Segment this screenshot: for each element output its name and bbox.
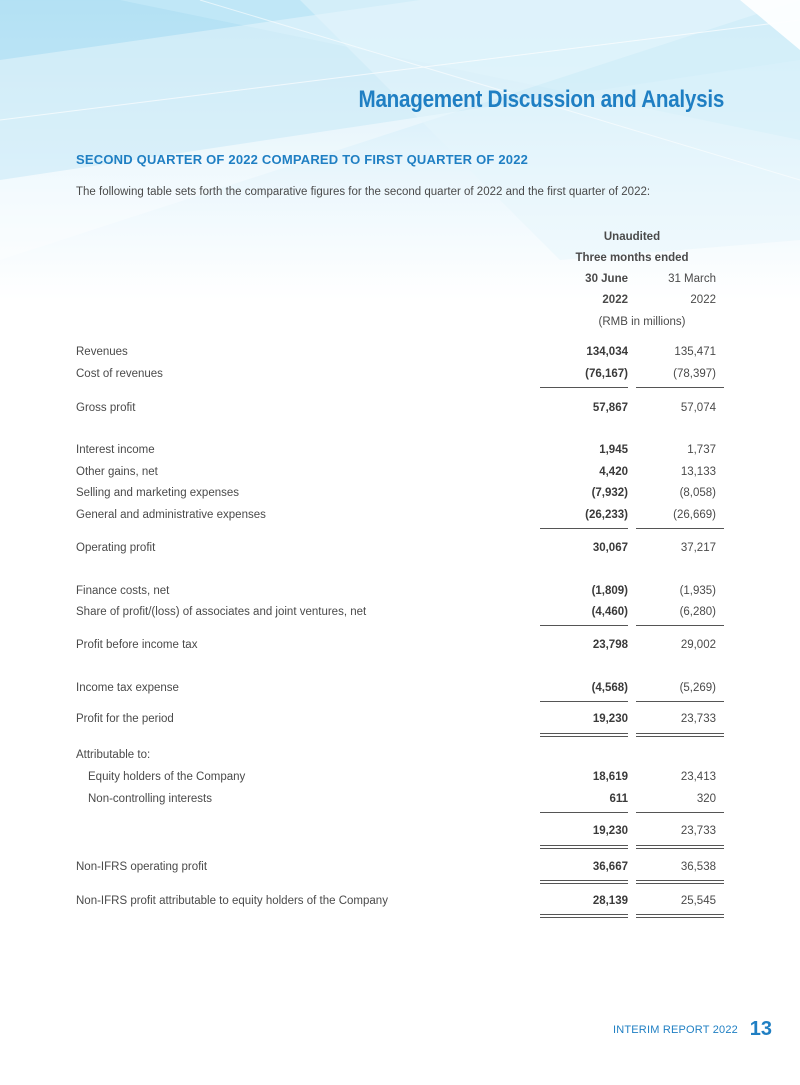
row-label: Cost of revenues [76,368,163,380]
total-rule [540,914,628,915]
table-row [76,771,724,787]
row-label: Profit for the period [76,713,174,725]
row-label: Interest income [76,444,155,456]
row-value-q2: 36,667 [592,861,628,873]
row-value-q1: (1,935) [679,585,716,597]
row-value-q1: 57,074 [680,402,716,414]
total-rule [636,917,724,918]
table-row [76,487,724,503]
row-label: Selling and marketing expenses [76,487,240,499]
row-value-q1: 23,413 [680,771,716,783]
row-value-q2: (7,932) [591,487,628,499]
row-value-q2: 1,945 [599,444,628,456]
row-label: Finance costs, net [76,585,170,597]
row-value-q1: 1,737 [687,444,716,456]
table-row [76,585,724,601]
subtotal-rule [540,625,628,626]
row-value-q2: (4,460) [591,606,628,618]
row-label: Revenues [76,346,128,358]
total-rule [540,917,628,918]
row-value-q2: (76,167) [585,368,628,380]
col2-date-header: 31 March [668,273,716,285]
row-label: Gross profit [76,402,136,414]
table-row [76,682,724,698]
row-value-q2: 18,619 [592,771,628,783]
table-row [76,368,724,384]
total-rule [540,880,628,881]
unit-header: (RMB in millions) [598,316,686,328]
table-row [76,713,724,729]
row-value-q1: (6,280) [679,606,716,618]
row-label: Equity holders of the Company [88,771,246,783]
row-value-q2: 19,230 [592,825,628,837]
row-value-q2: 30,067 [592,542,628,554]
row-value-q2: (4,568) [591,682,628,694]
row-value-q2: 23,798 [592,639,628,651]
table-row [76,825,724,841]
row-value-q1: 36,538 [680,861,716,873]
row-value-q2: (1,809) [591,585,628,597]
row-label: Operating profit [76,542,156,554]
total-rule [636,880,724,881]
row-value-q1: 37,217 [680,542,716,554]
intro-text: The following table sets forth the comparative figures for the second quarter of 2022 and the first quarter of 2022: [76,186,651,198]
row-label: General and administrative expenses [76,509,266,521]
table-row [76,749,724,765]
row-value-q2: 4,420 [599,466,628,478]
row-label: Share of profit/(loss) of associates and joint ventures, net [76,606,367,618]
row-label: Profit before income tax [76,639,198,651]
row-value-q1: (78,397) [673,368,716,380]
subtotal-rule [540,812,628,813]
row-value-q2: 19,230 [592,713,628,725]
table-row [76,402,724,418]
table-row [76,793,724,809]
subtotal-rule [636,625,724,626]
subtotal-rule [540,387,628,388]
row-value-q1: 25,545 [680,895,716,907]
table-row [76,639,724,655]
report-name: INTERIM REPORT 2022 [612,1024,738,1036]
table-row [76,466,724,482]
row-label: Attributable to: [76,749,151,761]
total-rule [540,736,628,737]
row-value-q2: 57,867 [592,402,628,414]
total-rule [540,848,628,849]
total-rule [636,848,724,849]
row-value-q1: 135,471 [674,346,716,358]
table-row [76,346,724,362]
subtotal-rule [540,701,628,702]
row-value-q1: (8,058) [679,487,716,499]
row-value-q1: 29,002 [680,639,716,651]
total-rule [636,883,724,884]
subtotal-rule [636,528,724,529]
col1-year-header: 2022 [602,294,628,306]
table-row [76,444,724,460]
col2-year-header: 2022 [690,294,716,306]
row-value-q1: (5,269) [679,682,716,694]
audit-status-header: Unaudited [603,231,661,243]
total-rule [540,733,628,734]
total-rule [636,914,724,915]
row-value-q2: 28,139 [592,895,628,907]
total-rule [540,883,628,884]
row-value-q1: 23,733 [680,713,716,725]
period-header: Three months ended [575,252,689,264]
row-label: Non-IFRS operating profit [76,861,208,873]
page-title: Management Discussion and Analysis [358,86,724,113]
row-value-q2: 134,034 [586,346,628,358]
total-rule [636,736,724,737]
row-value-q1: 23,733 [680,825,716,837]
table-row [76,861,724,877]
row-value-q2: (26,233) [585,509,628,521]
subtotal-rule [636,812,724,813]
row-value-q2: 611 [609,793,628,805]
table-row [76,542,724,558]
row-value-q1: 13,133 [680,466,716,478]
row-value-q1: 320 [696,793,716,805]
subtotal-rule [636,387,724,388]
page-number: 13 [749,1018,772,1040]
col1-date-header: 30 June [585,273,628,285]
total-rule [636,845,724,846]
row-label: Other gains, net [76,466,158,478]
subtotal-rule [636,701,724,702]
row-label: Income tax expense [76,682,179,694]
subtotal-rule [540,528,628,529]
table-row [76,606,724,622]
total-rule [636,733,724,734]
total-rule [540,845,628,846]
row-label: Non-controlling interests [88,793,213,805]
section-heading: SECOND QUARTER OF 2022 COMPARED TO FIRST QUARTER OF 2022 [76,152,529,167]
table-row [76,509,724,525]
row-label: Non-IFRS profit attributable to equity holders of the Company [76,895,388,907]
row-value-q1: (26,669) [673,509,716,521]
table-row [76,895,724,911]
